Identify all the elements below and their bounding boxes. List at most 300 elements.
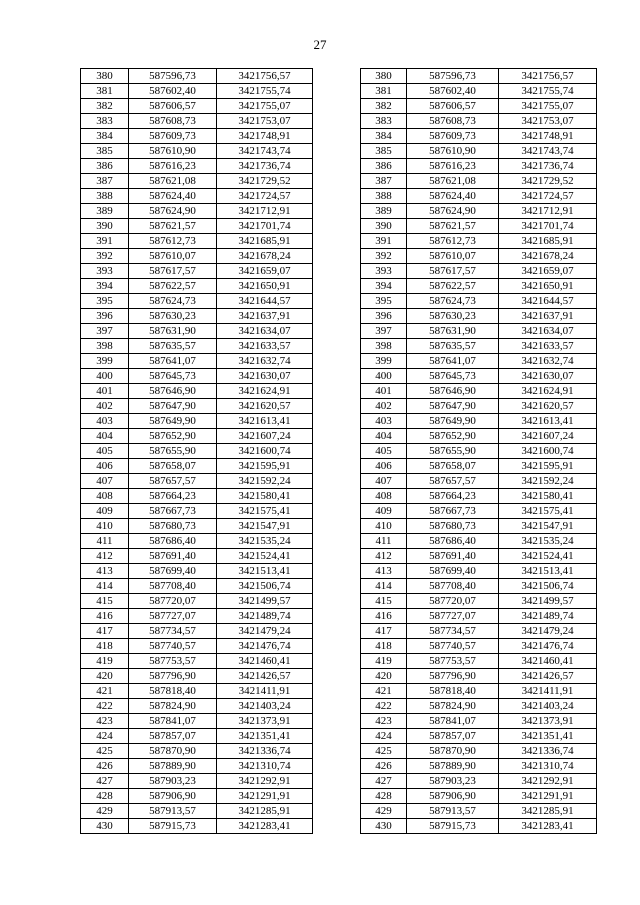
right-x-coordinate-cell: 587649,90: [407, 414, 499, 429]
right-point-number-cell: 404: [361, 429, 407, 444]
table-row: [81, 144, 597, 159]
right-point-number-cell: 392: [361, 249, 407, 264]
table-row: [81, 639, 597, 654]
right-point-number-cell: 382: [361, 99, 407, 114]
right-point-number-cell: 419: [361, 654, 407, 669]
left-point-number-cell: 419: [81, 654, 129, 669]
table-row: [81, 564, 597, 579]
right-point-number-cell: 383: [361, 114, 407, 129]
left-point-number-cell: 403: [81, 414, 129, 429]
left-y-coordinate-cell: 3421712,91: [217, 204, 313, 219]
right-point-number-cell: 394: [361, 279, 407, 294]
column-gap: [313, 369, 361, 384]
left-point-number-cell: 429: [81, 804, 129, 819]
column-gap: [313, 414, 361, 429]
right-x-coordinate-cell: 587870,90: [407, 744, 499, 759]
table-row: [81, 789, 597, 804]
table-row: [81, 489, 597, 504]
right-x-coordinate-cell: 587818,40: [407, 684, 499, 699]
right-x-coordinate-cell: 587652,90: [407, 429, 499, 444]
left-point-number-cell: 428: [81, 789, 129, 804]
column-gap: [313, 504, 361, 519]
right-y-coordinate-cell: 3421476,74: [499, 639, 597, 654]
column-gap: [313, 714, 361, 729]
right-y-coordinate-cell: 3421373,91: [499, 714, 597, 729]
left-x-coordinate-cell: 587841,07: [129, 714, 217, 729]
left-point-number-cell: 389: [81, 204, 129, 219]
column-gap: [313, 684, 361, 699]
left-x-coordinate-cell: 587740,57: [129, 639, 217, 654]
right-y-coordinate-cell: 3421489,74: [499, 609, 597, 624]
left-x-coordinate-cell: 587664,23: [129, 489, 217, 504]
left-y-coordinate-cell: 3421644,57: [217, 294, 313, 309]
right-x-coordinate-cell: 587841,07: [407, 714, 499, 729]
right-y-coordinate-cell: 3421650,91: [499, 279, 597, 294]
left-x-coordinate-cell: 587906,90: [129, 789, 217, 804]
table-row: [81, 384, 597, 399]
right-x-coordinate-cell: 587630,23: [407, 309, 499, 324]
left-x-coordinate-cell: 587617,57: [129, 264, 217, 279]
left-y-coordinate-cell: 3421630,07: [217, 369, 313, 384]
left-x-coordinate-cell: 587646,90: [129, 384, 217, 399]
table-row: [81, 534, 597, 549]
left-y-coordinate-cell: 3421292,91: [217, 774, 313, 789]
left-x-coordinate-cell: 587658,07: [129, 459, 217, 474]
column-gap: [313, 234, 361, 249]
left-point-number-cell: 383: [81, 114, 129, 129]
right-y-coordinate-cell: 3421524,41: [499, 549, 597, 564]
left-point-number-cell: 420: [81, 669, 129, 684]
left-y-coordinate-cell: 3421659,07: [217, 264, 313, 279]
right-x-coordinate-cell: 587610,07: [407, 249, 499, 264]
column-gap: [313, 99, 361, 114]
column-gap: [313, 519, 361, 534]
column-gap: [313, 429, 361, 444]
column-gap: [313, 564, 361, 579]
coordinates-table: [80, 68, 597, 834]
right-x-coordinate-cell: 587740,57: [407, 639, 499, 654]
left-y-coordinate-cell: 3421634,07: [217, 324, 313, 339]
left-y-coordinate-cell: 3421291,91: [217, 789, 313, 804]
left-point-number-cell: 380: [81, 69, 129, 84]
table-row: [81, 324, 597, 339]
left-point-number-cell: 405: [81, 444, 129, 459]
left-y-coordinate-cell: 3421506,74: [217, 579, 313, 594]
right-y-coordinate-cell: 3421513,41: [499, 564, 597, 579]
left-point-number-cell: 385: [81, 144, 129, 159]
left-y-coordinate-cell: 3421650,91: [217, 279, 313, 294]
right-point-number-cell: 414: [361, 579, 407, 594]
right-y-coordinate-cell: 3421637,91: [499, 309, 597, 324]
left-y-coordinate-cell: 3421756,57: [217, 69, 313, 84]
right-x-coordinate-cell: 587734,57: [407, 624, 499, 639]
right-point-number-cell: 399: [361, 354, 407, 369]
right-x-coordinate-cell: 587631,90: [407, 324, 499, 339]
left-x-coordinate-cell: 587655,90: [129, 444, 217, 459]
right-point-number-cell: 409: [361, 504, 407, 519]
left-point-number-cell: 422: [81, 699, 129, 714]
right-y-coordinate-cell: 3421291,91: [499, 789, 597, 804]
column-gap: [313, 594, 361, 609]
right-y-coordinate-cell: 3421310,74: [499, 759, 597, 774]
right-x-coordinate-cell: 587691,40: [407, 549, 499, 564]
right-x-coordinate-cell: 587913,57: [407, 804, 499, 819]
table-row: [81, 414, 597, 429]
right-point-number-cell: 384: [361, 129, 407, 144]
left-point-number-cell: 392: [81, 249, 129, 264]
column-gap: [313, 189, 361, 204]
page-number: 27: [313, 37, 327, 52]
column-gap: [313, 249, 361, 264]
left-y-coordinate-cell: 3421632,74: [217, 354, 313, 369]
right-point-number-cell: 411: [361, 534, 407, 549]
right-x-coordinate-cell: 587727,07: [407, 609, 499, 624]
right-x-coordinate-cell: 587622,57: [407, 279, 499, 294]
table-row: [81, 249, 597, 264]
right-point-number-cell: 381: [361, 84, 407, 99]
table-row: [81, 699, 597, 714]
left-point-number-cell: 414: [81, 579, 129, 594]
right-x-coordinate-cell: 587720,07: [407, 594, 499, 609]
left-x-coordinate-cell: 587889,90: [129, 759, 217, 774]
right-y-coordinate-cell: 3421624,91: [499, 384, 597, 399]
column-gap: [313, 639, 361, 654]
left-y-coordinate-cell: 3421336,74: [217, 744, 313, 759]
right-y-coordinate-cell: 3421659,07: [499, 264, 597, 279]
right-point-number-cell: 417: [361, 624, 407, 639]
table-row: [81, 189, 597, 204]
column-gap: [313, 699, 361, 714]
left-point-number-cell: 391: [81, 234, 129, 249]
left-y-coordinate-cell: 3421580,41: [217, 489, 313, 504]
right-x-coordinate-cell: 587602,40: [407, 84, 499, 99]
right-point-number-cell: 420: [361, 669, 407, 684]
table-row: [81, 174, 597, 189]
right-point-number-cell: 402: [361, 399, 407, 414]
right-point-number-cell: 406: [361, 459, 407, 474]
left-point-number-cell: 406: [81, 459, 129, 474]
column-gap: [313, 774, 361, 789]
right-y-coordinate-cell: 3421748,91: [499, 129, 597, 144]
right-y-coordinate-cell: 3421426,57: [499, 669, 597, 684]
left-y-coordinate-cell: 3421736,74: [217, 159, 313, 174]
left-point-number-cell: 425: [81, 744, 129, 759]
column-gap: [313, 459, 361, 474]
left-point-number-cell: 384: [81, 129, 129, 144]
right-y-coordinate-cell: 3421630,07: [499, 369, 597, 384]
left-x-coordinate-cell: 587612,73: [129, 234, 217, 249]
left-x-coordinate-cell: 587903,23: [129, 774, 217, 789]
table-row: [81, 504, 597, 519]
left-y-coordinate-cell: 3421535,24: [217, 534, 313, 549]
right-x-coordinate-cell: 587645,73: [407, 369, 499, 384]
right-point-number-cell: 428: [361, 789, 407, 804]
right-point-number-cell: 421: [361, 684, 407, 699]
column-gap: [313, 819, 361, 834]
table-row: [81, 459, 597, 474]
column-gap: [313, 114, 361, 129]
right-y-coordinate-cell: 3421743,74: [499, 144, 597, 159]
right-point-number-cell: 422: [361, 699, 407, 714]
table-row: [81, 309, 597, 324]
right-y-coordinate-cell: 3421460,41: [499, 654, 597, 669]
left-y-coordinate-cell: 3421592,24: [217, 474, 313, 489]
left-y-coordinate-cell: 3421310,74: [217, 759, 313, 774]
right-x-coordinate-cell: 587658,07: [407, 459, 499, 474]
left-x-coordinate-cell: 587645,73: [129, 369, 217, 384]
right-point-number-cell: 387: [361, 174, 407, 189]
left-x-coordinate-cell: 587686,40: [129, 534, 217, 549]
table-row: [81, 369, 597, 384]
right-point-number-cell: 408: [361, 489, 407, 504]
left-x-coordinate-cell: 587635,57: [129, 339, 217, 354]
right-x-coordinate-cell: 587657,57: [407, 474, 499, 489]
coordinates-table-body: [81, 69, 597, 834]
right-point-number-cell: 424: [361, 729, 407, 744]
left-point-number-cell: 427: [81, 774, 129, 789]
left-point-number-cell: 411: [81, 534, 129, 549]
left-point-number-cell: 399: [81, 354, 129, 369]
left-point-number-cell: 424: [81, 729, 129, 744]
left-y-coordinate-cell: 3421633,57: [217, 339, 313, 354]
left-x-coordinate-cell: 587610,90: [129, 144, 217, 159]
left-x-coordinate-cell: 587727,07: [129, 609, 217, 624]
left-y-coordinate-cell: 3421489,74: [217, 609, 313, 624]
right-point-number-cell: 397: [361, 324, 407, 339]
right-point-number-cell: 407: [361, 474, 407, 489]
right-y-coordinate-cell: 3421336,74: [499, 744, 597, 759]
left-x-coordinate-cell: 587622,57: [129, 279, 217, 294]
column-gap: [313, 144, 361, 159]
right-y-coordinate-cell: 3421634,07: [499, 324, 597, 339]
column-gap: [313, 444, 361, 459]
column-gap: [313, 339, 361, 354]
right-point-number-cell: 395: [361, 294, 407, 309]
left-x-coordinate-cell: 587667,73: [129, 504, 217, 519]
left-point-number-cell: 393: [81, 264, 129, 279]
right-x-coordinate-cell: 587617,57: [407, 264, 499, 279]
right-y-coordinate-cell: 3421575,41: [499, 504, 597, 519]
table-row: [81, 114, 597, 129]
right-y-coordinate-cell: 3421351,41: [499, 729, 597, 744]
right-point-number-cell: 400: [361, 369, 407, 384]
left-x-coordinate-cell: 587915,73: [129, 819, 217, 834]
column-gap: [313, 549, 361, 564]
left-y-coordinate-cell: 3421524,41: [217, 549, 313, 564]
left-point-number-cell: 417: [81, 624, 129, 639]
table-row: [81, 399, 597, 414]
right-y-coordinate-cell: 3421607,24: [499, 429, 597, 444]
right-x-coordinate-cell: 587624,90: [407, 204, 499, 219]
right-y-coordinate-cell: 3421506,74: [499, 579, 597, 594]
column-gap: [313, 159, 361, 174]
left-y-coordinate-cell: 3421724,57: [217, 189, 313, 204]
left-y-coordinate-cell: 3421595,91: [217, 459, 313, 474]
table-row: [81, 594, 597, 609]
left-point-number-cell: 430: [81, 819, 129, 834]
right-point-number-cell: 413: [361, 564, 407, 579]
table-row: [81, 549, 597, 564]
left-x-coordinate-cell: 587824,90: [129, 699, 217, 714]
right-point-number-cell: 398: [361, 339, 407, 354]
right-y-coordinate-cell: 3421701,74: [499, 219, 597, 234]
right-y-coordinate-cell: 3421620,57: [499, 399, 597, 414]
table-row: [81, 774, 597, 789]
left-y-coordinate-cell: 3421600,74: [217, 444, 313, 459]
right-y-coordinate-cell: 3421756,57: [499, 69, 597, 84]
left-y-coordinate-cell: 3421753,07: [217, 114, 313, 129]
right-x-coordinate-cell: 587624,40: [407, 189, 499, 204]
column-gap: [313, 219, 361, 234]
left-point-number-cell: 382: [81, 99, 129, 114]
table-row: [81, 819, 597, 834]
left-x-coordinate-cell: 587913,57: [129, 804, 217, 819]
right-y-coordinate-cell: 3421499,57: [499, 594, 597, 609]
table-row: [81, 684, 597, 699]
table-row: [81, 654, 597, 669]
left-x-coordinate-cell: 587708,40: [129, 579, 217, 594]
column-gap: [313, 489, 361, 504]
right-point-number-cell: 403: [361, 414, 407, 429]
left-point-number-cell: 394: [81, 279, 129, 294]
left-x-coordinate-cell: 587753,57: [129, 654, 217, 669]
left-y-coordinate-cell: 3421701,74: [217, 219, 313, 234]
table-row: [81, 234, 597, 249]
table-row: [81, 609, 597, 624]
left-x-coordinate-cell: 587699,40: [129, 564, 217, 579]
right-x-coordinate-cell: 587708,40: [407, 579, 499, 594]
left-point-number-cell: 398: [81, 339, 129, 354]
left-y-coordinate-cell: 3421575,41: [217, 504, 313, 519]
left-x-coordinate-cell: 587624,73: [129, 294, 217, 309]
right-x-coordinate-cell: 587608,73: [407, 114, 499, 129]
left-x-coordinate-cell: 587596,73: [129, 69, 217, 84]
right-x-coordinate-cell: 587699,40: [407, 564, 499, 579]
left-point-number-cell: 416: [81, 609, 129, 624]
right-x-coordinate-cell: 587612,73: [407, 234, 499, 249]
right-point-number-cell: 391: [361, 234, 407, 249]
left-y-coordinate-cell: 3421748,91: [217, 129, 313, 144]
right-x-coordinate-cell: 587624,73: [407, 294, 499, 309]
right-y-coordinate-cell: 3421283,41: [499, 819, 597, 834]
right-point-number-cell: 427: [361, 774, 407, 789]
column-gap: [313, 84, 361, 99]
column-gap: [313, 174, 361, 189]
right-x-coordinate-cell: 587596,73: [407, 69, 499, 84]
left-point-number-cell: 395: [81, 294, 129, 309]
right-point-number-cell: 416: [361, 609, 407, 624]
left-point-number-cell: 386: [81, 159, 129, 174]
left-point-number-cell: 397: [81, 324, 129, 339]
left-y-coordinate-cell: 3421479,24: [217, 624, 313, 639]
right-point-number-cell: 425: [361, 744, 407, 759]
table-row: [81, 669, 597, 684]
table-row: [81, 444, 597, 459]
left-point-number-cell: 387: [81, 174, 129, 189]
right-y-coordinate-cell: 3421724,57: [499, 189, 597, 204]
column-gap: [313, 729, 361, 744]
left-x-coordinate-cell: 587641,07: [129, 354, 217, 369]
left-y-coordinate-cell: 3421637,91: [217, 309, 313, 324]
left-y-coordinate-cell: 3421743,74: [217, 144, 313, 159]
left-point-number-cell: 396: [81, 309, 129, 324]
column-gap: [313, 609, 361, 624]
column-gap: [313, 354, 361, 369]
right-x-coordinate-cell: 587903,23: [407, 774, 499, 789]
left-y-coordinate-cell: 3421426,57: [217, 669, 313, 684]
right-x-coordinate-cell: 587680,73: [407, 519, 499, 534]
table-row: [81, 579, 597, 594]
right-y-coordinate-cell: 3421547,91: [499, 519, 597, 534]
left-point-number-cell: 408: [81, 489, 129, 504]
left-x-coordinate-cell: 587652,90: [129, 429, 217, 444]
left-point-number-cell: 401: [81, 384, 129, 399]
left-x-coordinate-cell: 587680,73: [129, 519, 217, 534]
table-row: [81, 69, 597, 84]
right-y-coordinate-cell: 3421595,91: [499, 459, 597, 474]
right-x-coordinate-cell: 587824,90: [407, 699, 499, 714]
table-row: [81, 714, 597, 729]
right-point-number-cell: 393: [361, 264, 407, 279]
left-x-coordinate-cell: 587720,07: [129, 594, 217, 609]
right-y-coordinate-cell: 3421644,57: [499, 294, 597, 309]
table-row: [81, 99, 597, 114]
left-point-number-cell: 404: [81, 429, 129, 444]
column-gap: [313, 669, 361, 684]
left-x-coordinate-cell: 587609,73: [129, 129, 217, 144]
right-point-number-cell: 388: [361, 189, 407, 204]
left-y-coordinate-cell: 3421620,57: [217, 399, 313, 414]
column-gap: [313, 534, 361, 549]
right-y-coordinate-cell: 3421678,24: [499, 249, 597, 264]
right-point-number-cell: 426: [361, 759, 407, 774]
left-x-coordinate-cell: 587630,23: [129, 309, 217, 324]
left-point-number-cell: 400: [81, 369, 129, 384]
right-x-coordinate-cell: 587641,07: [407, 354, 499, 369]
left-y-coordinate-cell: 3421403,24: [217, 699, 313, 714]
table-row: [81, 159, 597, 174]
right-y-coordinate-cell: 3421712,91: [499, 204, 597, 219]
left-y-coordinate-cell: 3421373,91: [217, 714, 313, 729]
right-x-coordinate-cell: 587664,23: [407, 489, 499, 504]
left-x-coordinate-cell: 587610,07: [129, 249, 217, 264]
left-point-number-cell: 412: [81, 549, 129, 564]
column-gap: [313, 324, 361, 339]
left-x-coordinate-cell: 587624,90: [129, 204, 217, 219]
left-y-coordinate-cell: 3421729,52: [217, 174, 313, 189]
right-point-number-cell: 386: [361, 159, 407, 174]
table-row: [81, 624, 597, 639]
left-y-coordinate-cell: 3421460,41: [217, 654, 313, 669]
column-gap: [313, 579, 361, 594]
left-point-number-cell: 426: [81, 759, 129, 774]
left-x-coordinate-cell: 587606,57: [129, 99, 217, 114]
right-y-coordinate-cell: 3421535,24: [499, 534, 597, 549]
table-row: [81, 729, 597, 744]
table-row: [81, 129, 597, 144]
right-y-coordinate-cell: 3421403,24: [499, 699, 597, 714]
left-y-coordinate-cell: 3421678,24: [217, 249, 313, 264]
right-point-number-cell: 430: [361, 819, 407, 834]
right-point-number-cell: 410: [361, 519, 407, 534]
table-row: [81, 744, 597, 759]
table-row: [81, 339, 597, 354]
right-x-coordinate-cell: 587616,23: [407, 159, 499, 174]
left-point-number-cell: 421: [81, 684, 129, 699]
right-y-coordinate-cell: 3421580,41: [499, 489, 597, 504]
right-x-coordinate-cell: 587889,90: [407, 759, 499, 774]
right-y-coordinate-cell: 3421285,91: [499, 804, 597, 819]
